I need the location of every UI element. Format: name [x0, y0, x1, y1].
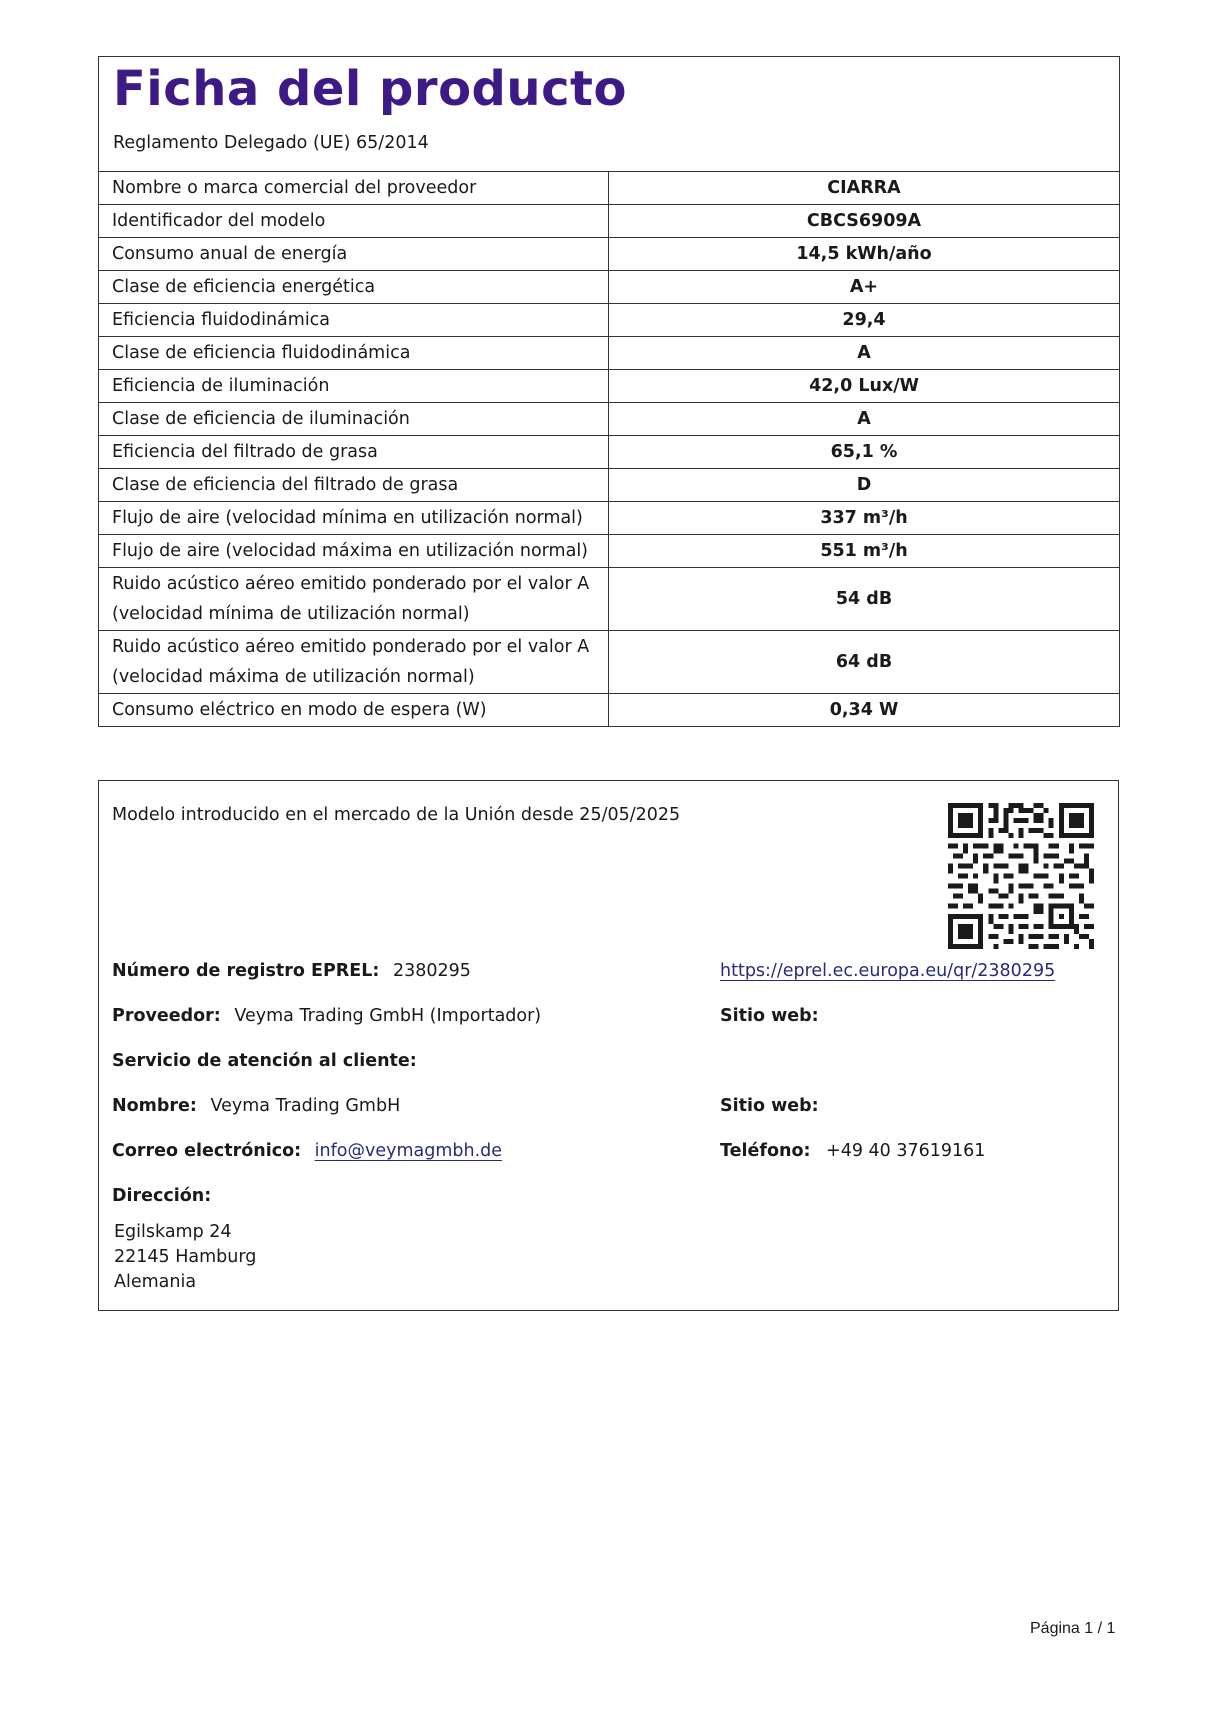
supplier-row — [112, 1006, 541, 1026]
table-row — [99, 172, 1120, 205]
service-name-value: Veyma Trading GmbH — [210, 1096, 401, 1116]
table-row — [99, 337, 1120, 370]
address-label: Dirección: — [112, 1186, 212, 1206]
address-line: Alemania — [114, 1272, 197, 1292]
supplier-value: Veyma Trading GmbH (Importador) — [234, 1006, 542, 1026]
spec-value: A — [609, 403, 1120, 436]
table-row — [99, 631, 1120, 694]
supplier-info-box — [98, 780, 1119, 1311]
table-row — [99, 304, 1120, 337]
page-number: Página 1 / 1 — [1030, 1620, 1116, 1637]
service-website-label: Sitio web: — [720, 1096, 819, 1116]
table-row — [99, 436, 1120, 469]
specs-table — [98, 171, 1120, 727]
spec-label-line: (velocidad máxima de utilización normal) — [112, 667, 475, 687]
sheet-header — [98, 56, 1120, 171]
table-row — [99, 271, 1120, 304]
spec-label: Flujo de aire (velocidad máxima en utilización normal) — [99, 535, 609, 568]
table-row — [99, 238, 1120, 271]
eprel-label: Número de registro EPREL: — [112, 961, 380, 981]
table-row — [99, 205, 1120, 238]
phone-value: +49 40 37619161 — [826, 1141, 986, 1161]
table-row — [99, 502, 1120, 535]
spec-value: 337 m³/h — [609, 502, 1120, 535]
spec-label: Clase de eficiencia del filtrado de grasa — [99, 469, 609, 502]
phone-row — [720, 1141, 985, 1161]
table-row — [99, 469, 1120, 502]
spec-label: Eficiencia fluidodinámica — [99, 304, 609, 337]
spec-label — [99, 631, 609, 694]
spec-value: A — [609, 337, 1120, 370]
spec-label: Eficiencia del filtrado de grasa — [99, 436, 609, 469]
customer-service-label: Servicio de atención al cliente: — [112, 1051, 417, 1071]
spec-label-line: Ruido acústico aéreo emitido ponderado por el valor A — [112, 637, 590, 657]
spec-label: Clase de eficiencia energética — [99, 271, 609, 304]
phone-label: Teléfono: — [720, 1141, 811, 1161]
spec-value: 14,5 kWh/año — [609, 238, 1120, 271]
eprel-link[interactable]: https://eprel.ec.europa.eu/qr/2380295 — [720, 961, 1056, 981]
spec-label — [99, 568, 609, 631]
table-row — [99, 535, 1120, 568]
email-label: Correo electrónico: — [112, 1141, 302, 1161]
eprel-number: 2380295 — [392, 961, 471, 981]
regulation-reference: Reglamento Delegado (UE) 65/2014 — [113, 133, 429, 153]
spec-label: Eficiencia de iluminación — [99, 370, 609, 403]
table-row — [99, 370, 1120, 403]
service-name-label: Nombre: — [112, 1096, 197, 1116]
spec-label: Clase de eficiencia fluidodinámica — [99, 337, 609, 370]
spec-value: 0,34 W — [609, 694, 1120, 727]
spec-value: 65,1 % — [609, 436, 1120, 469]
supplier-website-label: Sitio web: — [720, 1006, 819, 1026]
spec-value: CIARRA — [609, 172, 1120, 205]
spec-label-line: Ruido acústico aéreo emitido ponderado por el valor A — [112, 574, 590, 594]
spec-value: 29,4 — [609, 304, 1120, 337]
spec-value: 54 dB — [609, 568, 1120, 631]
table-row — [99, 694, 1120, 727]
spec-label: Nombre o marca comercial del proveedor — [99, 172, 609, 205]
address-line: Egilskamp 24 — [114, 1222, 232, 1242]
product-sheet — [98, 56, 1120, 727]
email-link[interactable]: info@veymagmbh.de — [314, 1141, 503, 1161]
spec-value: 551 m³/h — [609, 535, 1120, 568]
spec-label: Identificador del modelo — [99, 205, 609, 238]
email-row — [112, 1141, 502, 1161]
table-row — [99, 568, 1120, 631]
address-line: 22145 Hamburg — [114, 1247, 257, 1267]
spec-label: Clase de eficiencia de iluminación — [99, 403, 609, 436]
qr-code[interactable] — [948, 803, 1094, 949]
table-row — [99, 403, 1120, 436]
service-name-row — [112, 1096, 400, 1116]
spec-value: 42,0 Lux/W — [609, 370, 1120, 403]
page-title: Ficha del producto — [113, 61, 627, 117]
spec-label: Consumo eléctrico en modo de espera (W) — [99, 694, 609, 727]
spec-value: D — [609, 469, 1120, 502]
spec-value: 64 dB — [609, 631, 1120, 694]
market-date-text: Modelo introducido en el mercado de la Unión desde 25/05/2025 — [112, 805, 681, 825]
eprel-row — [112, 961, 471, 981]
supplier-label: Proveedor: — [112, 1006, 221, 1026]
spec-label: Flujo de aire (velocidad mínima en utilización normal) — [99, 502, 609, 535]
spec-label: Consumo anual de energía — [99, 238, 609, 271]
spec-value: A+ — [609, 271, 1120, 304]
spec-value: CBCS6909A — [609, 205, 1120, 238]
spec-label-line: (velocidad mínima de utilización normal) — [112, 604, 470, 624]
